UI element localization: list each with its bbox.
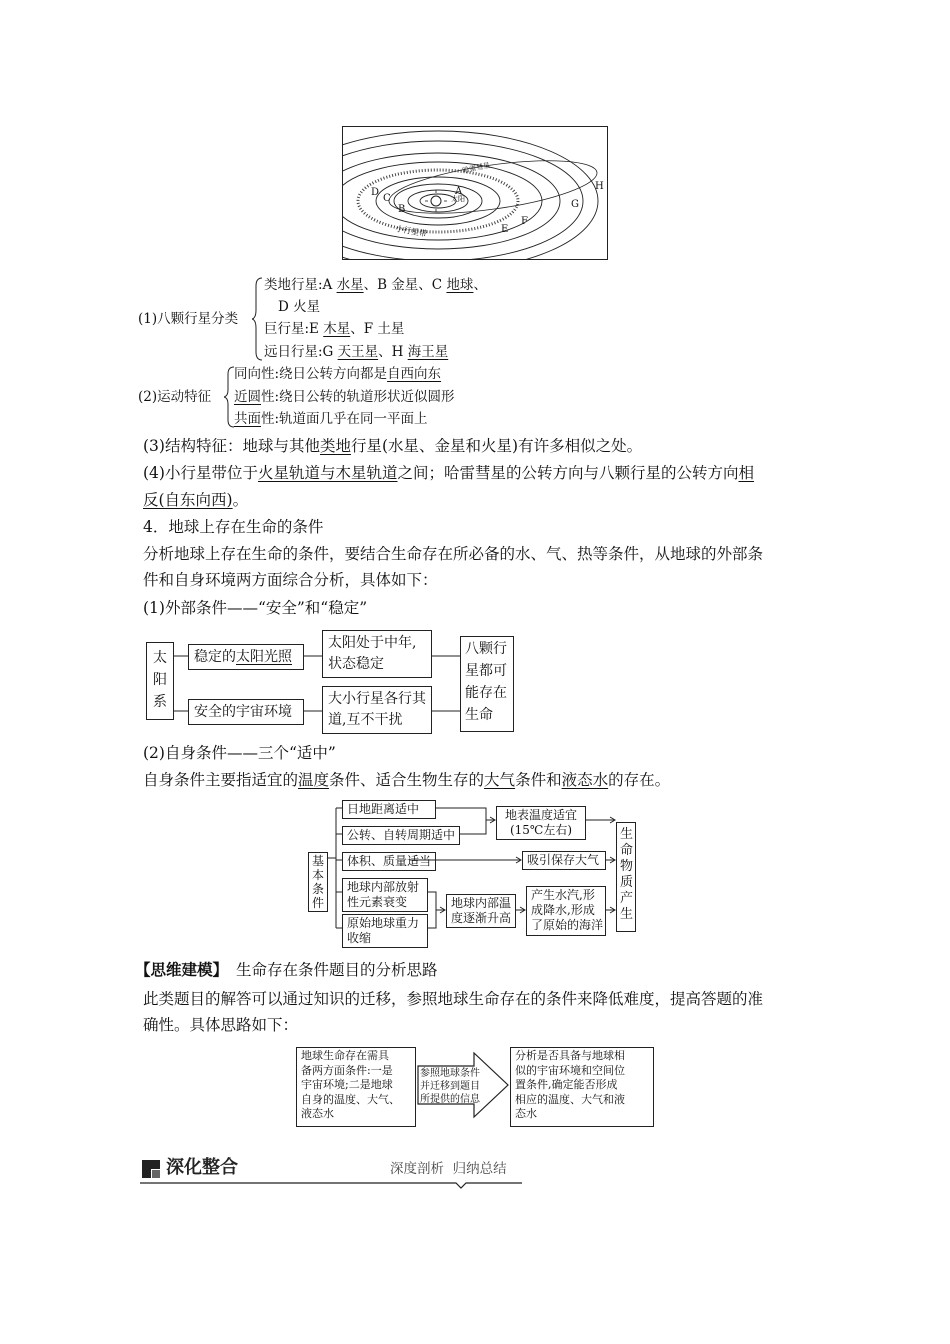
classification-row-giant: 巨行星:E 木星、F 土星 bbox=[264, 321, 405, 337]
planet-label-e: E bbox=[501, 224, 509, 235]
classification-brace bbox=[252, 276, 264, 362]
internal-ocean-box: 产生水汽,形 成降水,形成 了原始的海洋 bbox=[526, 886, 606, 936]
internal-radioactive-box: 地球内部放射 性元素衰变 bbox=[342, 878, 428, 912]
comet-label: 哈雷彗星 bbox=[461, 161, 491, 175]
planet-label-a: A bbox=[455, 186, 463, 197]
motion-row-direction: 同向性:绕日公转方向都是自西向东 bbox=[234, 366, 442, 382]
planet-label-f: F bbox=[521, 216, 528, 227]
motion-label: (2)运动特征 bbox=[138, 389, 212, 405]
external-root-box: 太阳系 bbox=[146, 642, 174, 720]
banner-title: 深化整合 bbox=[166, 1157, 238, 1178]
flow-left-box: 地球生命存在需具 备两方面条件:一是 宇宙环境;二是地球 自身的温度、大气、 液态水 bbox=[296, 1047, 416, 1127]
external-result-box: 八颗行 星都可 能存在 生命 bbox=[460, 636, 514, 732]
internal-conditions-paragraph: 自身条件主要指适宜的温度条件、适合生物生存的大气条件和液态水的存在。 bbox=[143, 771, 671, 789]
solar-system-figure bbox=[342, 126, 608, 260]
planet-label-b: B bbox=[398, 204, 406, 215]
motion-row-coplanar: 共面性:轨道面几乎在同一平面上 bbox=[234, 411, 428, 427]
external-stable-sunlight-box: 稳定的太阳光照 bbox=[188, 644, 304, 670]
internal-distance-box: 日地距离适中 bbox=[342, 800, 436, 819]
internal-heat-box: 地球内部温 度逐渐升高 bbox=[446, 894, 516, 928]
internal-gravity-box: 原始地球重力 收缩 bbox=[342, 914, 428, 948]
model-paragraph-line1: 此类题目的解答可以通过知识的迁移，参照地球生命存在的条件来降低难度，提高答题的准 bbox=[143, 990, 764, 1008]
flow-right-box: 分析是否具备与地球相 似的宇宙环境和空间位 置条件,确定能否形成 相应的温度、大气和液 态水 bbox=[510, 1047, 654, 1127]
sun-label: 太阳 bbox=[451, 195, 465, 203]
section4-paragraph-line2: 件和自身环境两方面综合分析，具体如下： bbox=[143, 571, 438, 589]
planet-label-c: C bbox=[383, 193, 391, 204]
asteroid-paragraph-line1: (4)小行星带位于火星轨道与木星轨道之间；哈雷彗星的公转方向与八颗行星的公转方向相 bbox=[143, 464, 755, 482]
classification-label: (1)八颗行星分类 bbox=[138, 311, 239, 327]
motion-row-circular: 近圆性:绕日公转的轨道形状近似圆形 bbox=[234, 389, 455, 405]
classification-row-ice: 远日行星:G 天王星、H 海王星 bbox=[264, 344, 449, 360]
internal-life-box: 生命物质产生 bbox=[616, 822, 636, 932]
planet-label-d: D bbox=[371, 187, 380, 198]
banner-subtitle: 深度剖析 归纳总结 bbox=[390, 1161, 507, 1177]
asteroid-paragraph-line2: 反(自东向西)。 bbox=[143, 491, 249, 509]
internal-volume-box: 体积、质量适当 bbox=[342, 852, 436, 871]
asteroid-belt-label: 小行星带 bbox=[394, 224, 428, 239]
flow-arrow-text: 参照地球条件 并迁移到题目 所提供的信息 bbox=[420, 1068, 480, 1105]
banner-rule bbox=[140, 1180, 522, 1192]
external-sun-middle-age-box: 太阳处于中年, 状态稳定 bbox=[322, 630, 432, 678]
internal-conditions-title: (2)自身条件——三个“适中” bbox=[143, 744, 336, 762]
section4-heading: 4．地球上存在生命的条件 bbox=[143, 518, 324, 536]
model-heading: 【思维建模】 生命存在条件题目的分析思路 bbox=[135, 960, 438, 979]
classification-row-mars: D 火星 bbox=[278, 299, 321, 315]
internal-temperature-box: 地表温度适宜 (15℃左右) bbox=[496, 806, 586, 840]
external-conditions-title: (1)外部条件——“安全”和“稳定” bbox=[143, 599, 368, 617]
internal-root-box: 基本条件 bbox=[308, 852, 328, 912]
section4-paragraph-line1: 分析地球上存在生命的条件，要结合生命存在所必备的水、气、热等条件，从地球的外部条 bbox=[143, 545, 764, 563]
external-orbits-box: 大小行星各行其 道,互不干扰 bbox=[322, 686, 432, 734]
model-paragraph-line2: 确性。具体思路如下： bbox=[143, 1016, 299, 1034]
planet-label-h: H bbox=[595, 181, 604, 192]
internal-period-box: 公转、自转周期适中 bbox=[342, 826, 460, 845]
structure-paragraph: (3)结构特征：地球与其他类地行星(水星、金星和火星)有许多相似之处。 bbox=[143, 437, 643, 455]
classification-row-terrestrial: 类地行星:A 水星、B 金星、C 地球、 bbox=[264, 277, 487, 293]
planet-label-g: G bbox=[571, 199, 579, 210]
banner-square-icon bbox=[142, 1160, 160, 1178]
external-safe-universe-box: 安全的宇宙环境 bbox=[188, 699, 304, 725]
internal-atmosphere-box: 吸引保存大气 bbox=[522, 851, 606, 870]
